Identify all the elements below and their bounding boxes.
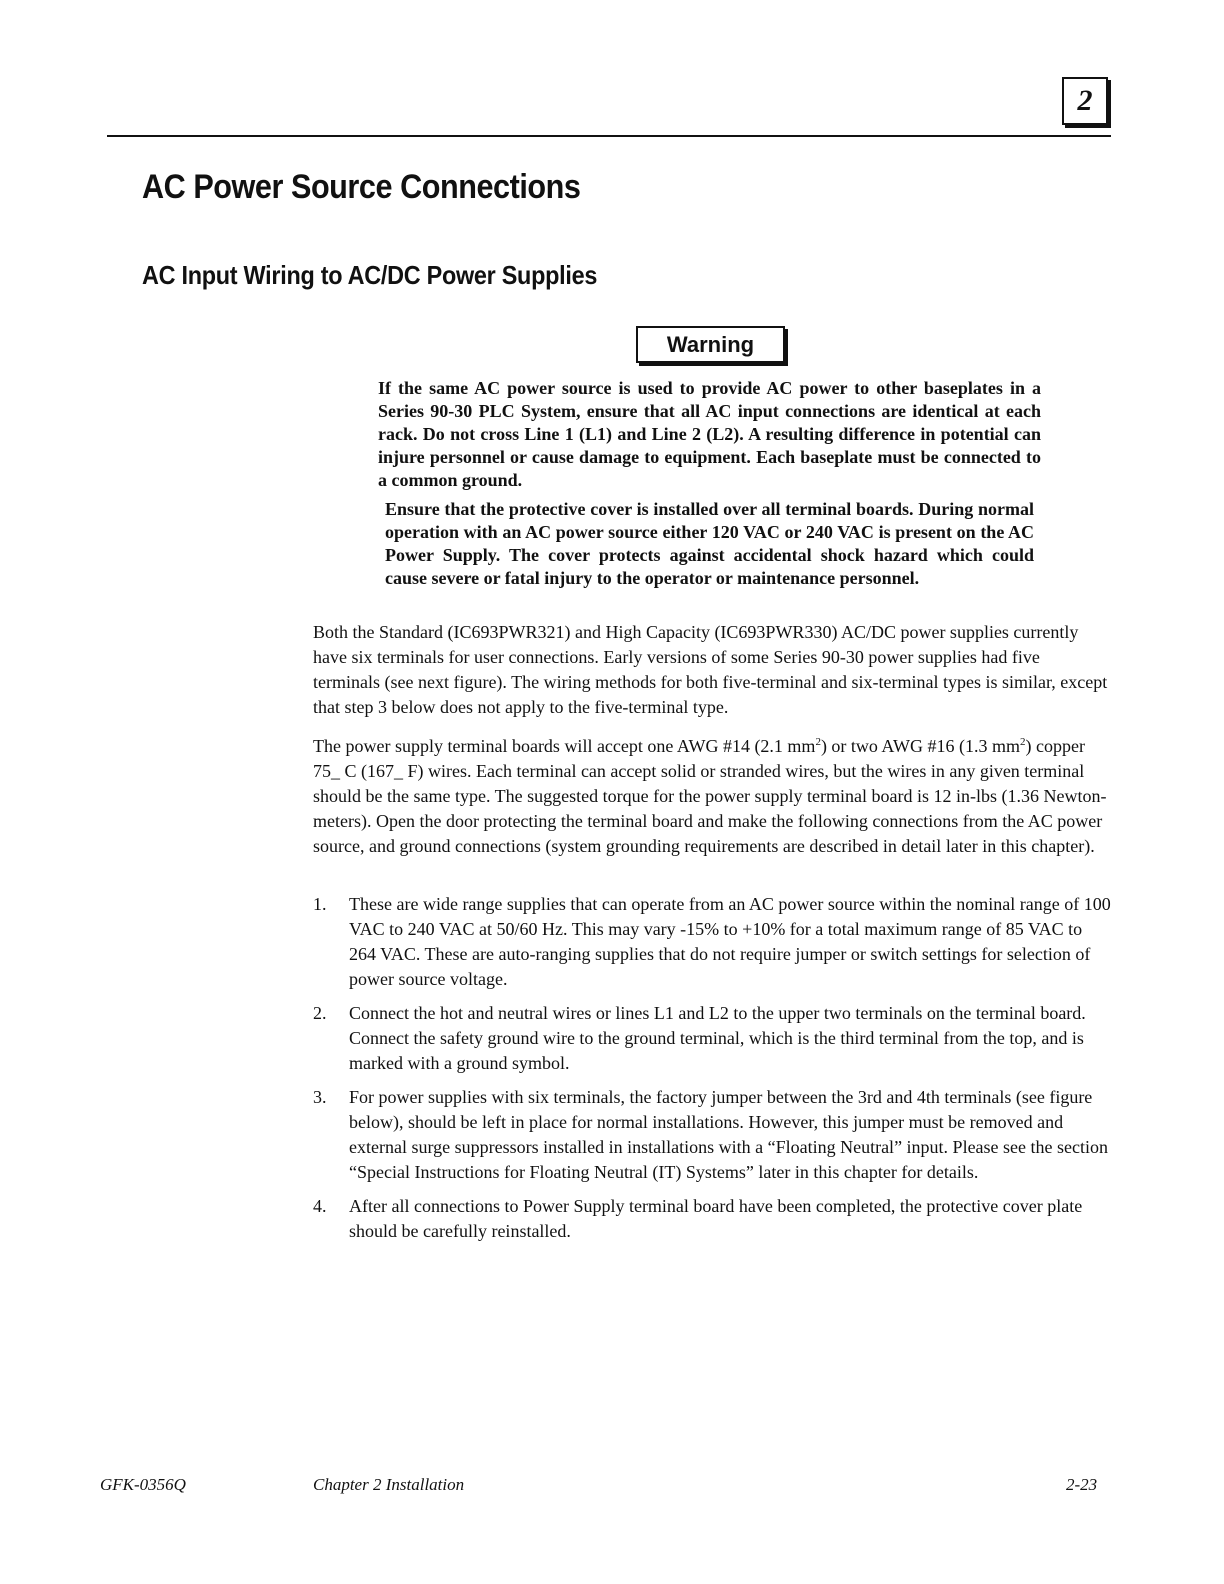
warning-paragraph-1: If the same AC power source is used to provide AC power to other baseplates in a Series 90-30 PLC System, ensure that all AC input connections are identical at each rack. Do not cross Line 1 (L1) and Line 2 (L2). A resulting difference in potential can injure personnel or cause damage to equipment. Each baseplate must be connected to a common ground.	[378, 378, 1041, 490]
superscript-2: 2	[815, 736, 821, 748]
list-item	[313, 1194, 1113, 1244]
step-text: After all connections to Power Supply terminal board have been completed, the protective cover plate should be carefully reinstalled.	[349, 1196, 1083, 1241]
footer-doc-id: GFK-0356Q	[100, 1475, 186, 1494]
superscript-2: 2	[1019, 736, 1026, 748]
section-title: AC Input Wiring to AC/DC Power Supplies	[142, 260, 598, 290]
warning-paragraph-2: Ensure that the protective cover is installed over all terminal boards. During normal operation with an AC power source either 120 VAC or 240 VAC is present on the AC Power Supply. The cover protects against accidental shock hazard which could cause severe or fatal injury to the operator or maintenance personnel.	[385, 499, 1034, 588]
list-item	[313, 1085, 1113, 1185]
para2-text-c: ) copper 75_ C (167_ F) wires. Each terminal can accept solid or stranded wires, but the wires in any given terminal should be the same type. The suggested torque for the power supply terminal board is 12 in-lbs (1.36 Newton-meters). Open the door protecting the terminal board and make the following connections from the AC power source, and ground connections (system grounding requirements are described in detail later in this chapter).	[313, 736, 1107, 856]
chapter-number-box: 2	[1062, 77, 1108, 125]
page-title: AC Power Source Connections	[142, 168, 581, 206]
body-paragraph-2	[313, 734, 1108, 859]
para2-text-a: The power supply terminal boards will accept one AWG #14 (2.1 mm	[313, 736, 816, 756]
warning-label: Warning	[636, 326, 785, 363]
step-text: Connect the hot and neutral wires or lines L1 and L2 to the upper two terminals on the terminal board. Connect the safety ground wire to the ground terminal, which is the third terminal from the top, and is marked with a ground symbol.	[349, 1003, 1086, 1073]
header-rule	[107, 135, 1111, 137]
body-paragraph-1: Both the Standard (IC693PWR321) and High Capacity (IC693PWR330) AC/DC power supplies currently have six terminals for user connections. Early versions of some Series 90-30 power supplies had five terminals (see next figure). The wiring methods for both five-terminal and six-terminal types is similar, except that step 3 below does not apply to the five-terminal type.	[313, 622, 1108, 717]
step-number: 1.	[313, 894, 327, 914]
step-text: For power supplies with six terminals, the factory jumper between the 3rd and 4th terminals (see figure below), should be left in place for normal installations. However, this jumper must be removed and external surge suppressors installed in installations with a “Floating Neutral” input. Please see the section “Special Instructions for Floating Neutral (IT) Systems” later in this chapter for details.	[349, 1087, 1108, 1182]
steps-list	[313, 892, 1113, 1253]
list-item	[313, 1001, 1113, 1076]
step-text: These are wide range supplies that can operate from an AC power source within the nominal range of 100 VAC to 240 VAC at 50/60 Hz. This may vary -15% to +10% for a total maximum range of 85 VAC to 264 VAC. These are auto-ranging supplies that do not require jumper or switch settings for selection of power source voltage.	[349, 894, 1111, 989]
step-number: 4.	[313, 1196, 327, 1216]
list-item	[313, 892, 1113, 992]
footer-chapter: Chapter 2 Installation	[313, 1475, 465, 1494]
step-number: 3.	[313, 1087, 327, 1107]
footer-page-number: 2-23	[1066, 1475, 1098, 1494]
para2-text-b: ) or two AWG #16 (1.3 mm	[820, 736, 1020, 756]
step-number: 2.	[313, 1003, 327, 1023]
